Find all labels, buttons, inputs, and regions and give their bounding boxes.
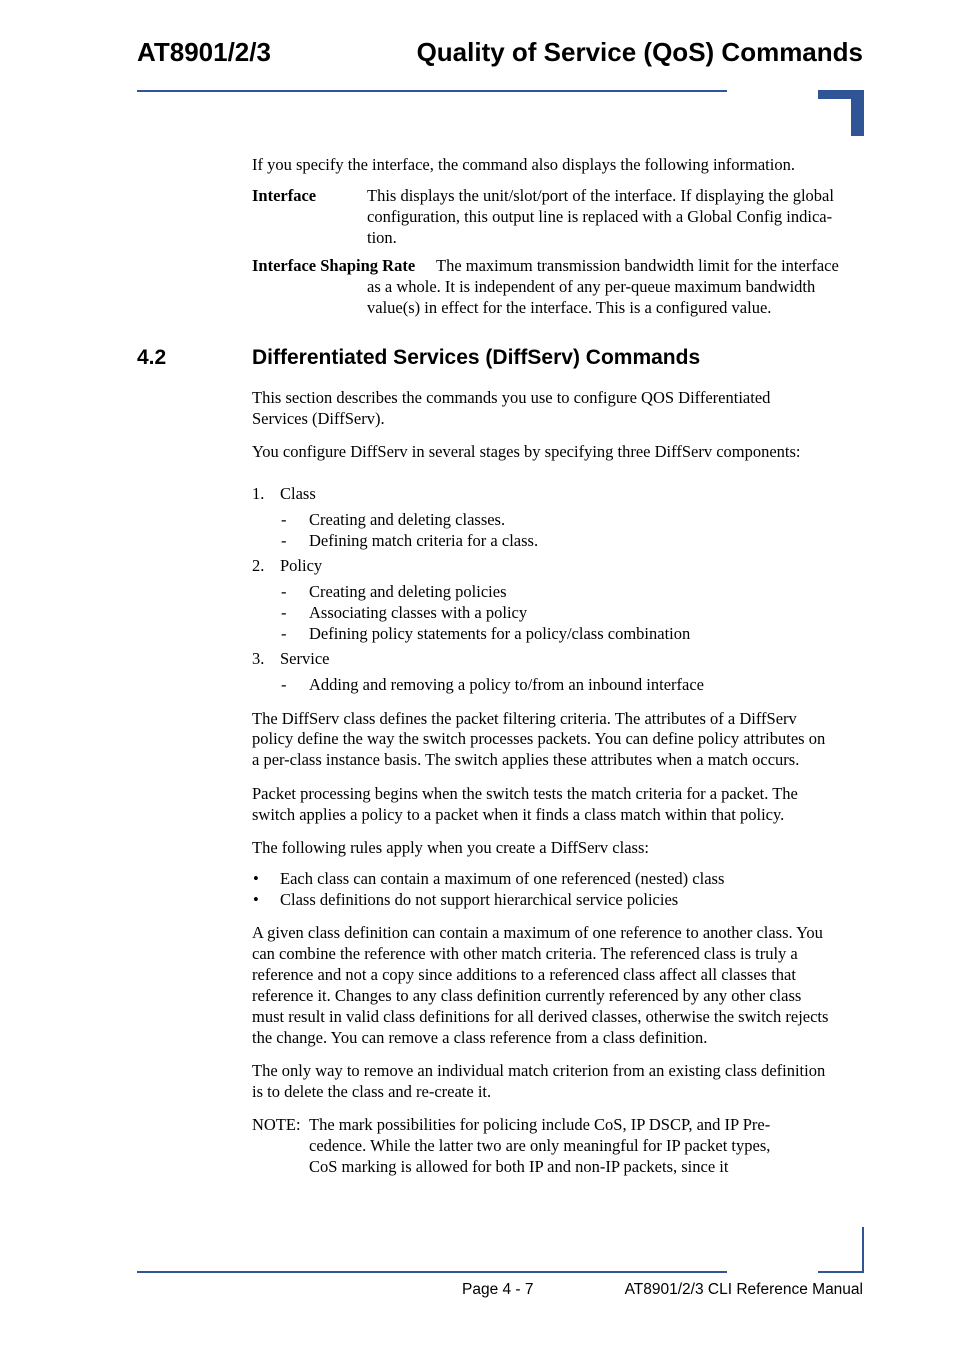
note-line: CoS marking is allowed for both IP and non-IP packets, since it <box>309 1157 729 1176</box>
dash-marker: - <box>281 510 287 529</box>
body-line: switch applies a policy to a packet when it finds a class match within that policy. <box>252 805 785 824</box>
footer-manual-title: AT8901/2/3 CLI Reference Manual <box>624 1281 863 1298</box>
body-line: This section describes the commands you use to configure QOS Differentiated <box>252 388 771 407</box>
bullet-item: Class definitions do not support hierarchical service policies <box>280 890 679 909</box>
footer-page-number: Page 4 - 7 <box>462 1281 534 1298</box>
header-product: AT8901/2/3 <box>137 37 271 67</box>
definition-line: The maximum transmission bandwidth limit for the interface <box>436 256 839 275</box>
step-number: 2. <box>252 556 265 575</box>
definition-line: tion. <box>367 228 397 247</box>
step-subitem: Creating and deleting classes. <box>309 510 506 529</box>
note-line: The mark possibilities for policing include CoS, IP DSCP, and IP Pre- <box>309 1115 771 1134</box>
bullet-item: Each class can contain a maximum of one referenced (nested) class <box>280 869 725 888</box>
step-subitem: Defining match criteria for a class. <box>309 531 539 550</box>
header-rule <box>137 90 727 92</box>
body-line: reference and not a copy since additions to a referenced class affect all classes that <box>252 965 796 984</box>
definition-line: as a whole. It is independent of any per-queue maximum bandwidth <box>367 277 816 296</box>
bullet-marker: • <box>253 890 259 909</box>
body-line: policy define the way the switch processes packets. You can define policy attributes on <box>252 729 826 748</box>
definition-line: value(s) in effect for the interface. This is a configured value. <box>367 298 772 317</box>
body-line: You configure DiffServ in several stages by specifying three DiffServ components: <box>252 442 801 461</box>
footer-rule <box>137 1271 727 1273</box>
dash-marker: - <box>281 582 287 601</box>
footer-corner-mark <box>818 1271 864 1273</box>
step-subitem: Creating and deleting policies <box>309 582 507 601</box>
dash-marker: - <box>281 603 287 622</box>
header-corner-mark-vertical <box>851 90 864 136</box>
bullet-marker: • <box>253 869 259 888</box>
body-line: Services (DiffServ). <box>252 409 385 428</box>
footer-corner-mark-vertical <box>862 1227 864 1273</box>
dash-marker: - <box>281 675 287 694</box>
body-line: a per-class instance basis. The switch applies these attributes when a match occurs. <box>252 750 800 769</box>
body-line: Packet processing begins when the switch tests the match criteria for a packet. The <box>252 784 798 803</box>
body-line: can combine the reference with other match criteria. The referenced class is truly a <box>252 944 798 963</box>
body-line: A given class definition can contain a maximum of one reference to another class. You <box>252 923 823 942</box>
definition-term: Interface Shaping Rate <box>252 256 416 275</box>
section-title: Differentiated Services (DiffServ) Commands <box>252 346 701 369</box>
dash-marker: - <box>281 531 287 550</box>
step-number: 3. <box>252 649 265 668</box>
note-line: cedence. While the latter two are only meaningful for IP packet types, <box>309 1136 771 1155</box>
body-line: is to delete the class and re-create it. <box>252 1082 492 1101</box>
body-line: The DiffServ class defines the packet filtering criteria. The attributes of a DiffServ <box>252 709 797 728</box>
step-number: 1. <box>252 484 265 503</box>
body-line: The following rules apply when you create a DiffServ class: <box>252 838 649 857</box>
step-subitem: Defining policy statements for a policy/class combination <box>309 624 691 643</box>
section-number: 4.2 <box>137 346 167 369</box>
body-line: the change. You can remove a class reference from a class definition. <box>252 1028 708 1047</box>
step-label: Class <box>280 484 316 503</box>
step-subitem: Associating classes with a policy <box>309 603 528 622</box>
body-line: must result in valid class definitions for all derived classes, otherwise the switch rejects <box>252 1007 829 1026</box>
definition-term: Interface <box>252 186 317 205</box>
body-line: reference it. Changes to any class definition currently referenced by any other class <box>252 986 802 1005</box>
dash-marker: - <box>281 624 287 643</box>
definition-line: configuration, this output line is replaced with a Global Config indica- <box>367 207 833 226</box>
note-label: NOTE: <box>252 1115 301 1134</box>
step-subitem: Adding and removing a policy to/from an inbound interface <box>309 675 704 694</box>
body-line: The only way to remove an individual match criterion from an existing class definition <box>252 1061 826 1080</box>
header-chapter-title: Quality of Service (QoS) Commands <box>416 37 863 67</box>
step-label: Service <box>280 649 330 668</box>
intro-text: If you specify the interface, the command also displays the following information. <box>252 155 795 174</box>
definition-line: This displays the unit/slot/port of the interface. If displaying the global <box>367 186 834 205</box>
step-label: Policy <box>280 556 323 575</box>
